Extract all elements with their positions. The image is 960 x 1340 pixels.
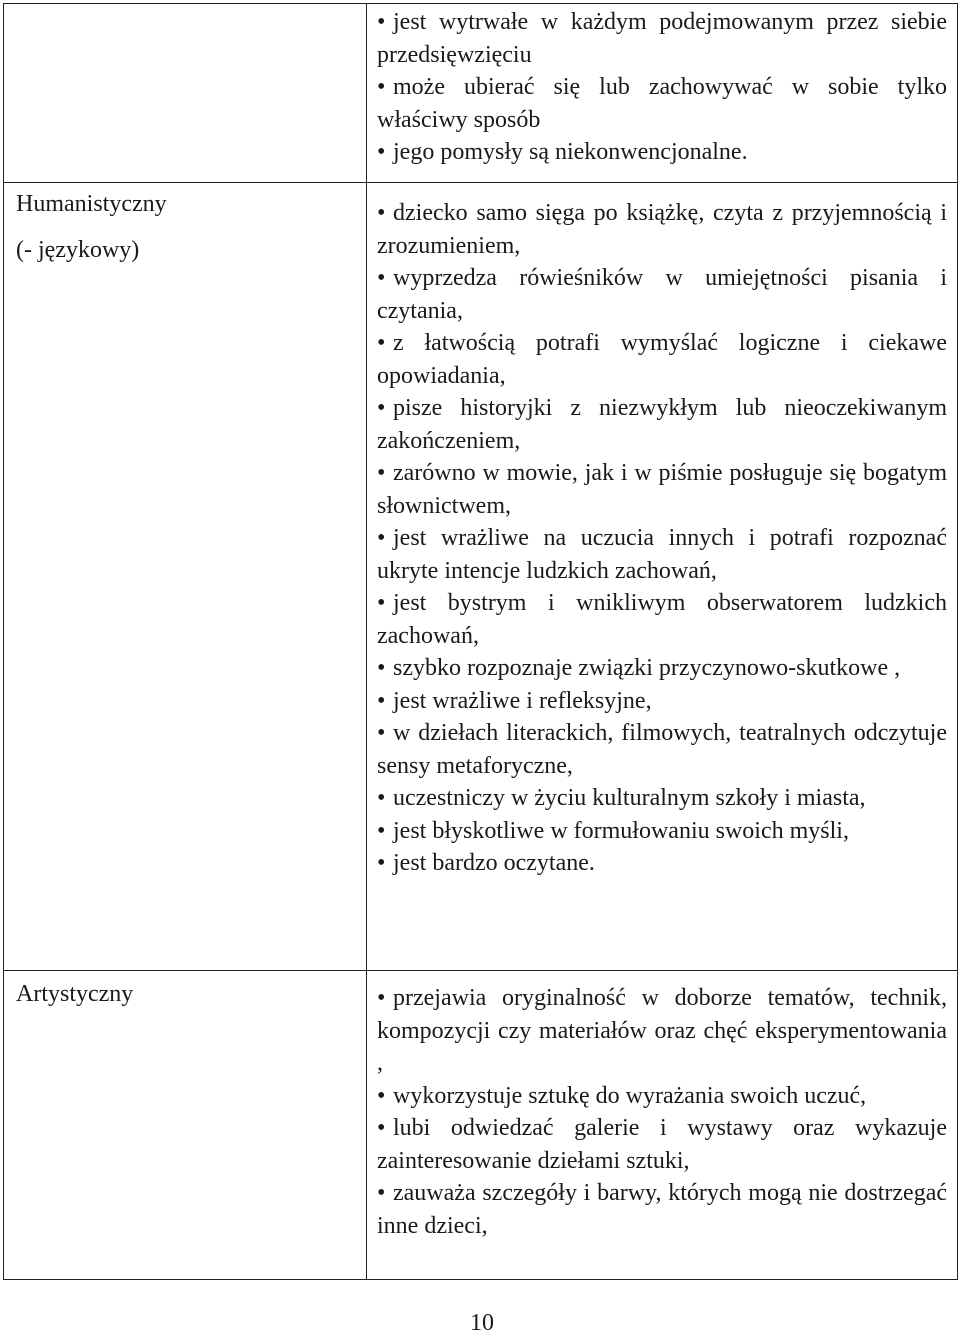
traits-cell: [367, 183, 958, 971]
trait-list: [367, 982, 957, 1242]
category-label: Humanistyczny: [16, 191, 167, 217]
list-item: • zauważa szczegóły i barwy, których mogą nie dostrzegać inne dzieci,: [377, 1180, 947, 1239]
page-number: 10: [470, 1310, 494, 1336]
traits-table: [3, 3, 958, 1280]
list-item: • wyprzedza rówieśników w umiejętności pisania i czytania,: [377, 265, 947, 324]
list-item: • jest błyskotliwe w formułowaniu swoich myśli,: [377, 817, 849, 844]
list-item: • szybko rozpoznaje związki przyczynowo-skutkowe ,: [377, 655, 901, 681]
list-item: • jest bardzo oczytane.: [377, 850, 595, 876]
traits-cell: [367, 971, 958, 1280]
list-item: • przejawia oryginalność w doborze tematów, technik, kompozycji czy materiałów oraz chęć eksperymentowania ,: [377, 985, 947, 1076]
list-item: • jest wrażliwe i refleksyjne,: [377, 687, 652, 714]
list-item: • z łatwością potrafi wymyślać logiczne i ciekawe opowiadania,: [377, 330, 947, 389]
list-item: • uczestniczy w życiu kulturalnym szkoły i miasta,: [377, 785, 866, 811]
list-item: • jest wytrwałe w każdym podejmowanym przez siebie przedsięwzięciu: [377, 9, 947, 68]
traits-cell: [367, 4, 958, 183]
list-item: • zarówno w mowie, jak i w piśmie posługuje się bogatym słownictwem,: [377, 460, 947, 519]
list-item: • jest wrażliwe na uczucia innych i potrafi rozpoznać ukryte intencje ludzkich zachowań,: [377, 525, 947, 584]
table-row: [4, 183, 958, 971]
list-item: • pisze historyjki z niezwykłym lub nieoczekiwanym zakończeniem,: [377, 395, 947, 454]
list-item: • wykorzystuje sztukę do wyrażania swoich uczuć,: [377, 1082, 867, 1109]
list-item: • lubi odwiedzać galerie i wystawy oraz wykazuje zainteresowanie dziełami sztuki,: [377, 1115, 947, 1174]
list-item: • dziecko samo sięga po książkę, czyta z przyjemnością i zrozumieniem,: [377, 200, 947, 259]
table-row: [4, 4, 958, 183]
trait-list: [367, 197, 957, 880]
category-label: Artystyczny: [16, 981, 134, 1007]
category-cell: [4, 183, 367, 971]
list-item: • jego pomysły są niekonwencjonalne.: [377, 139, 748, 165]
list-item: • w dziełach literackich, filmowych, teatralnych odczytuje sensy metaforyczne,: [377, 720, 947, 779]
category-sublabel: (- językowy): [16, 237, 140, 263]
category-cell: [4, 4, 367, 183]
category-cell: [4, 971, 367, 1280]
table-row: [4, 971, 958, 1280]
trait-list: [367, 6, 957, 169]
list-item: • może ubierać się lub zachowywać w sobie tylko właściwy sposób: [377, 74, 947, 133]
list-item: • jest bystrym i wnikliwym obserwatorem ludzkich zachowań,: [377, 590, 947, 649]
